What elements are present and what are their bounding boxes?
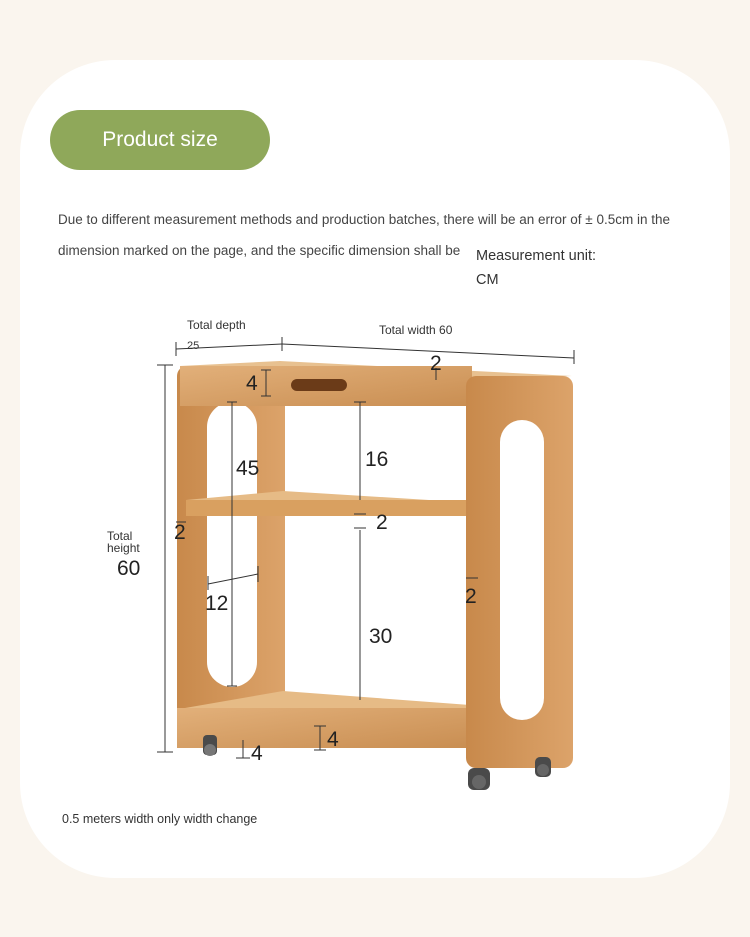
wheel-height: 4 [251,742,263,765]
side-opening-height: 45 [236,457,260,480]
notice-line-2: dimension marked on the page, and the specific dimension shall be [58,243,461,258]
left-side-panel [177,366,285,732]
total-width-label: Total width 60 [379,323,453,337]
total-depth-value: 25 [187,340,200,352]
footer-note: 0.5 meters width only width change [62,812,258,826]
right-side-panel [466,376,573,768]
top-rail-thickness: 2 [430,352,442,375]
bottom-board-height: 4 [327,728,339,751]
measurement-unit-value: CM [476,272,499,288]
total-height-label-1: Total [107,529,133,543]
left-post-thickness: 2 [174,521,186,544]
lower-gap-height: 30 [369,625,393,648]
right-post-thickness: 2 [465,585,477,608]
notice-line-1: Due to different measurement methods and production batches, there will be an error of ± 0.5cm in the [58,212,670,227]
top-board-height: 4 [246,372,258,395]
total-depth-label: Total depth [187,318,246,332]
total-height-label-2: height [107,541,140,555]
handle-slot [291,379,347,391]
upper-gap-height: 16 [365,448,389,471]
total-height-value: 60 [117,557,141,580]
middle-shelf-thickness: 2 [376,511,388,534]
measurement-unit-label: Measurement unit: [476,248,597,264]
opening-width: 12 [205,592,229,615]
badge-label: Product size [102,128,218,151]
